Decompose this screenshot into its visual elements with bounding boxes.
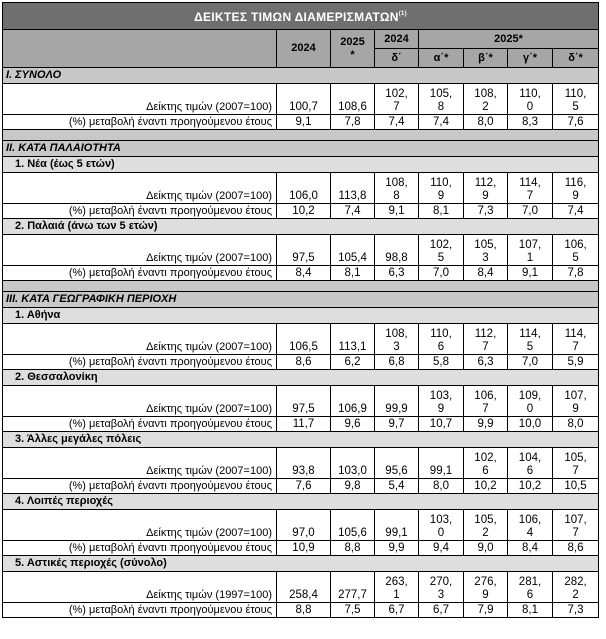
group-row	[3, 432, 599, 448]
header-2024-quarter: 2024	[375, 30, 419, 49]
row-label: Δείκτης τιμών (2007=100)	[3, 386, 277, 417]
value-cell: 102, 7	[375, 84, 419, 115]
value-cell: 7,0	[419, 266, 464, 281]
section-title: III. ΚΑΤΑ ΓΕΩΓΡΑΦΙΚΗ ΠΕΡΙΟΧΗ	[3, 292, 599, 308]
section-row	[3, 141, 599, 157]
value-cell: 108, 3	[375, 324, 419, 355]
value-cell: 6,2	[331, 355, 375, 370]
price-index-table	[2, 2, 599, 618]
value-cell: 105, 7	[553, 448, 599, 479]
section-title: I. ΣΥΝΟΛΟ	[3, 68, 599, 84]
value-cell: 9,1	[508, 266, 553, 281]
value-cell: 112, 7	[464, 324, 508, 355]
value-cell: 105,4	[331, 235, 375, 266]
change-row	[3, 417, 599, 432]
value-cell: 113,1	[331, 324, 375, 355]
header-2025-year: 2025	[340, 35, 365, 48]
group-row	[3, 308, 599, 324]
row-label: (%) μεταβολή έναντι προηγούμενου έτους	[3, 479, 277, 494]
title-footnote: (1)	[398, 11, 407, 17]
value-cell: 97,5	[277, 386, 331, 417]
value-cell: 106, 7	[464, 386, 508, 417]
value-cell: 103, 9	[419, 386, 464, 417]
value-cell: 270, 3	[419, 572, 464, 603]
row-label: (%) μεταβολή έναντι προηγούμενου έτους	[3, 355, 277, 370]
group-title: 5. Αστικές περιοχές (σύνολο)	[3, 556, 599, 572]
value-cell: 110, 5	[553, 84, 599, 115]
value-cell: 8,4	[464, 266, 508, 281]
value-cell: 8,4	[277, 266, 331, 281]
group-row	[3, 219, 599, 235]
quarter-label: β΄*	[464, 49, 508, 68]
value-cell: 7,8	[553, 266, 599, 281]
value-cell: 114, 7	[553, 324, 599, 355]
value-cell: 11,7	[277, 417, 331, 432]
value-cell: 10,2	[464, 479, 508, 494]
row-label: (%) μεταβολή έναντι προηγούμενου έτους	[3, 417, 277, 432]
value-cell: 104, 6	[508, 448, 553, 479]
change-row	[3, 115, 599, 130]
index-row	[3, 572, 599, 603]
value-cell: 8,3	[508, 115, 553, 130]
row-label: (%) μεταβολή έναντι προηγούμενου έτους	[3, 204, 277, 219]
value-cell: 7,4	[375, 115, 419, 130]
value-cell: 9,9	[464, 417, 508, 432]
group-row	[3, 157, 599, 173]
value-cell: 7,4	[331, 204, 375, 219]
value-cell: 106,5	[277, 324, 331, 355]
value-cell: 10,0	[508, 417, 553, 432]
value-cell: 102, 5	[419, 235, 464, 266]
value-cell: 106,0	[277, 173, 331, 204]
header-2025	[331, 30, 375, 68]
section-title: II. ΚΑΤΑ ΠΑΛΑΙΟΤΗΤΑ	[3, 141, 599, 157]
value-cell: 9,9	[375, 541, 419, 556]
header-2024: 2024	[277, 30, 331, 68]
value-cell: 108, 8	[375, 173, 419, 204]
row-label: Δείκτης τιμών (2007=100)	[3, 324, 277, 355]
value-cell: 107, 9	[553, 386, 599, 417]
value-cell: 7,3	[464, 204, 508, 219]
index-row	[3, 235, 599, 266]
value-cell: 8,0	[464, 115, 508, 130]
value-cell: 7,9	[464, 603, 508, 618]
value-cell: 10,9	[277, 541, 331, 556]
group-title: 3. Άλλες μεγάλες πόλεις	[3, 432, 599, 448]
value-cell: 114, 7	[508, 173, 553, 204]
value-cell: 10,2	[508, 479, 553, 494]
value-cell: 110, 9	[419, 173, 464, 204]
group-title: 4. Λοιπές περιοχές	[3, 494, 599, 510]
value-cell: 276, 9	[464, 572, 508, 603]
value-cell: 8,6	[553, 541, 599, 556]
table-title-text: ΔΕΙΚΤΕΣ ΤΙΜΩΝ ΔΙΑΜΕΡΙΣΜΑΤΩΝ	[194, 10, 399, 24]
value-cell: 97,5	[277, 235, 331, 266]
value-cell: 105, 8	[419, 84, 464, 115]
value-cell: 105, 3	[464, 235, 508, 266]
group-title: 1. Νέα (έως 5 ετών)	[3, 157, 599, 173]
value-cell: 5,8	[419, 355, 464, 370]
value-cell: 9,1	[375, 204, 419, 219]
value-cell: 6,7	[419, 603, 464, 618]
value-cell: 5,9	[553, 355, 599, 370]
value-cell: 6,8	[375, 355, 419, 370]
row-label: (%) μεταβολή έναντι προηγούμενου έτους	[3, 115, 277, 130]
value-cell: 102, 6	[464, 448, 508, 479]
value-cell: 108, 2	[464, 84, 508, 115]
value-cell: 8,4	[508, 541, 553, 556]
value-cell: 7,4	[419, 115, 464, 130]
value-cell: 7,3	[553, 603, 599, 618]
row-label: Δείκτης τιμών (2007=100)	[3, 235, 277, 266]
value-cell: 105, 2	[464, 510, 508, 541]
value-cell: 7,6	[277, 479, 331, 494]
group-row	[3, 556, 599, 572]
quarter-label: δ΄*	[553, 49, 599, 68]
value-cell: 7,6	[553, 115, 599, 130]
value-cell: 8,1	[508, 603, 553, 618]
group-title: 1. Αθήνα	[3, 308, 599, 324]
index-row	[3, 84, 599, 115]
value-cell: 7,4	[553, 204, 599, 219]
value-cell: 112, 9	[464, 173, 508, 204]
group-row	[3, 370, 599, 386]
value-cell: 7,0	[508, 204, 553, 219]
change-row	[3, 541, 599, 556]
value-cell: 9,4	[419, 541, 464, 556]
row-label: Δείκτης τιμών (2007=100)	[3, 84, 277, 115]
value-cell: 105,6	[331, 510, 375, 541]
value-cell: 103,0	[331, 448, 375, 479]
table-title-row	[3, 3, 599, 30]
value-cell: 258,4	[277, 572, 331, 603]
value-cell: 281, 6	[508, 572, 553, 603]
value-cell: 6,7	[375, 603, 419, 618]
header-2025-quarters: 2025*	[419, 30, 599, 49]
value-cell: 99,1	[375, 510, 419, 541]
row-label: (%) μεταβολή έναντι προηγούμενου έτους	[3, 603, 277, 618]
value-cell: 8,0	[553, 417, 599, 432]
value-cell: 114, 5	[508, 324, 553, 355]
index-row	[3, 448, 599, 479]
value-cell: 99,1	[419, 448, 464, 479]
value-cell: 106,9	[331, 386, 375, 417]
group-title: 2. Παλαιά (άνω των 5 ετών)	[3, 219, 599, 235]
group-row	[3, 494, 599, 510]
value-cell: 9,0	[464, 541, 508, 556]
value-cell: 8,0	[419, 479, 464, 494]
value-cell: 5,4	[375, 479, 419, 494]
index-row	[3, 386, 599, 417]
value-cell: 110, 6	[419, 324, 464, 355]
value-cell: 282, 2	[553, 572, 599, 603]
change-row	[3, 204, 599, 219]
header-2025-star: *	[350, 48, 355, 61]
value-cell: 7,0	[508, 355, 553, 370]
row-label: Δείκτης τιμών (1997=100)	[3, 572, 277, 603]
value-cell: 98,8	[375, 235, 419, 266]
quarter-label: γ΄*	[508, 49, 553, 68]
row-label: Δείκτης τιμών (2007=100)	[3, 448, 277, 479]
value-cell: 106, 5	[553, 235, 599, 266]
section-gap-cell	[3, 281, 599, 292]
index-row	[3, 510, 599, 541]
value-cell: 110, 0	[508, 84, 553, 115]
value-cell: 8,1	[331, 266, 375, 281]
value-cell: 10,5	[553, 479, 599, 494]
value-cell: 8,6	[277, 355, 331, 370]
value-cell: 116, 9	[553, 173, 599, 204]
change-row	[3, 355, 599, 370]
value-cell: 107, 7	[553, 510, 599, 541]
value-cell: 8,8	[277, 603, 331, 618]
value-cell: 99,9	[375, 386, 419, 417]
value-cell: 10,7	[419, 417, 464, 432]
value-cell: 106, 4	[508, 510, 553, 541]
section-row	[3, 68, 599, 84]
value-cell: 93,8	[277, 448, 331, 479]
table-title	[3, 3, 599, 30]
value-cell: 6,3	[464, 355, 508, 370]
quarter-label: δ΄	[375, 49, 419, 68]
value-cell: 277,7	[331, 572, 375, 603]
row-label: Δείκτης τιμών (2007=100)	[3, 173, 277, 204]
change-row	[3, 603, 599, 618]
section-gap	[3, 130, 599, 141]
change-row	[3, 479, 599, 494]
value-cell: 7,8	[331, 115, 375, 130]
value-cell: 103, 0	[419, 510, 464, 541]
value-cell: 100,7	[277, 84, 331, 115]
index-row	[3, 324, 599, 355]
value-cell: 7,5	[331, 603, 375, 618]
section-gap	[3, 281, 599, 292]
row-label: (%) μεταβολή έναντι προηγούμενου έτους	[3, 266, 277, 281]
header-row	[3, 30, 599, 49]
group-title: 2. Θεσσαλονίκη	[3, 370, 599, 386]
value-cell: 9,7	[375, 417, 419, 432]
value-cell: 95,6	[375, 448, 419, 479]
value-cell: 263, 1	[375, 572, 419, 603]
value-cell: 107, 1	[508, 235, 553, 266]
row-label: (%) μεταβολή έναντι προηγούμενου έτους	[3, 541, 277, 556]
value-cell: 97,0	[277, 510, 331, 541]
value-cell: 108,6	[331, 84, 375, 115]
value-cell: 8,1	[419, 204, 464, 219]
value-cell: 113,8	[331, 173, 375, 204]
change-row	[3, 266, 599, 281]
section-gap-cell	[3, 130, 599, 141]
value-cell: 9,1	[277, 115, 331, 130]
value-cell: 6,3	[375, 266, 419, 281]
quarter-label: α΄*	[419, 49, 464, 68]
row-label: Δείκτης τιμών (2007=100)	[3, 510, 277, 541]
value-cell: 109, 0	[508, 386, 553, 417]
section-row	[3, 292, 599, 308]
index-row	[3, 173, 599, 204]
value-cell: 10,2	[277, 204, 331, 219]
header-blank	[3, 30, 277, 68]
value-cell: 9,6	[331, 417, 375, 432]
value-cell: 9,8	[331, 479, 375, 494]
value-cell: 8,8	[331, 541, 375, 556]
